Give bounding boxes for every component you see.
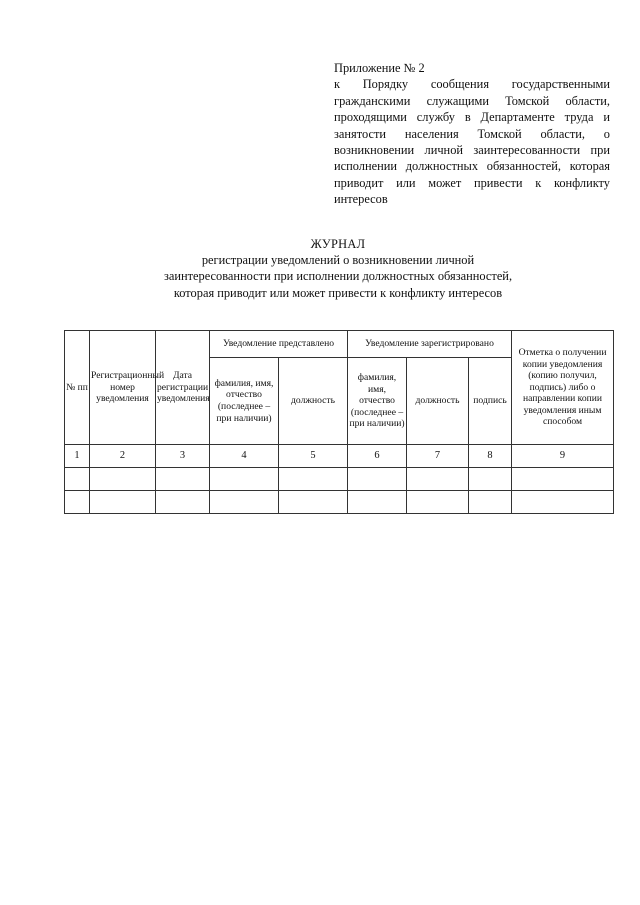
header-registered-fio: фамилия, имя, отчество (последнее – при наличии) xyxy=(348,358,407,445)
journal-title: ЖУРНАЛ xyxy=(310,237,366,251)
empty-cell xyxy=(90,491,156,514)
column-number: 8 xyxy=(469,445,512,468)
header-registered-group: Уведомление зарегистрировано xyxy=(348,331,512,358)
column-number: 5 xyxy=(279,445,348,468)
header-num: № пп xyxy=(65,331,90,445)
table-row xyxy=(65,491,614,514)
header-registered-position: должность xyxy=(407,358,469,445)
appendix-heading: Приложение № 2 xyxy=(334,61,425,75)
journal-subtitle-line-1: регистрации уведомлений о возникновении личной xyxy=(201,253,475,268)
column-number-row xyxy=(65,445,614,468)
header-registered-signature: подпись xyxy=(469,358,512,445)
empty-cell xyxy=(65,468,90,491)
empty-cell xyxy=(348,468,407,491)
empty-cell xyxy=(512,468,614,491)
appendix-block xyxy=(334,60,610,208)
appendix-text: к Порядку сообщения государственными гражданскими служащими Томской области, проходящими службу в Департаменте труда и занятости населения Томской области, о возникновении личной заинтересованности при исполнении должностных обязанностей, которая приводит или может привести к конфликту интересов xyxy=(334,77,610,207)
empty-cell xyxy=(348,491,407,514)
column-number: 7 xyxy=(407,445,469,468)
journal-subtitle-line-2: заинтересованности при исполнении должностных обязанностей, xyxy=(163,269,513,284)
empty-cell xyxy=(210,468,279,491)
column-number: 6 xyxy=(348,445,407,468)
empty-cell xyxy=(156,491,210,514)
journal-title-block xyxy=(60,236,616,301)
header-row-1 xyxy=(65,331,614,358)
header-submitted-fio: фамилия, имя, отчество (последнее – при наличии) xyxy=(210,358,279,445)
header-submitted-position: должность xyxy=(279,358,348,445)
journal-table xyxy=(64,330,614,514)
empty-cell xyxy=(210,491,279,514)
empty-cell xyxy=(469,468,512,491)
column-number: 9 xyxy=(512,445,614,468)
empty-cell xyxy=(407,468,469,491)
column-number: 2 xyxy=(90,445,156,468)
table-row xyxy=(65,468,614,491)
header-submitted-group: Уведомление представлено xyxy=(210,331,348,358)
empty-cell xyxy=(279,468,348,491)
empty-cell xyxy=(156,468,210,491)
empty-cell xyxy=(65,491,90,514)
header-copy-mark: Отметка о получении копии уведомления (копию получил, подпись) либо о направлении копии уведомления иным способом xyxy=(512,331,614,445)
header-reg-date: Дата регистрации уведомления xyxy=(156,331,210,445)
column-number: 3 xyxy=(156,445,210,468)
column-number: 1 xyxy=(65,445,90,468)
header-reg-number: Регистрационный номер уведомления xyxy=(90,331,156,445)
empty-cell xyxy=(90,468,156,491)
empty-cell xyxy=(512,491,614,514)
empty-cell xyxy=(469,491,512,514)
empty-cell xyxy=(407,491,469,514)
column-number: 4 xyxy=(210,445,279,468)
empty-cell xyxy=(279,491,348,514)
journal-subtitle-line-3: которая приводит или может привести к конфликту интересов xyxy=(173,285,503,300)
